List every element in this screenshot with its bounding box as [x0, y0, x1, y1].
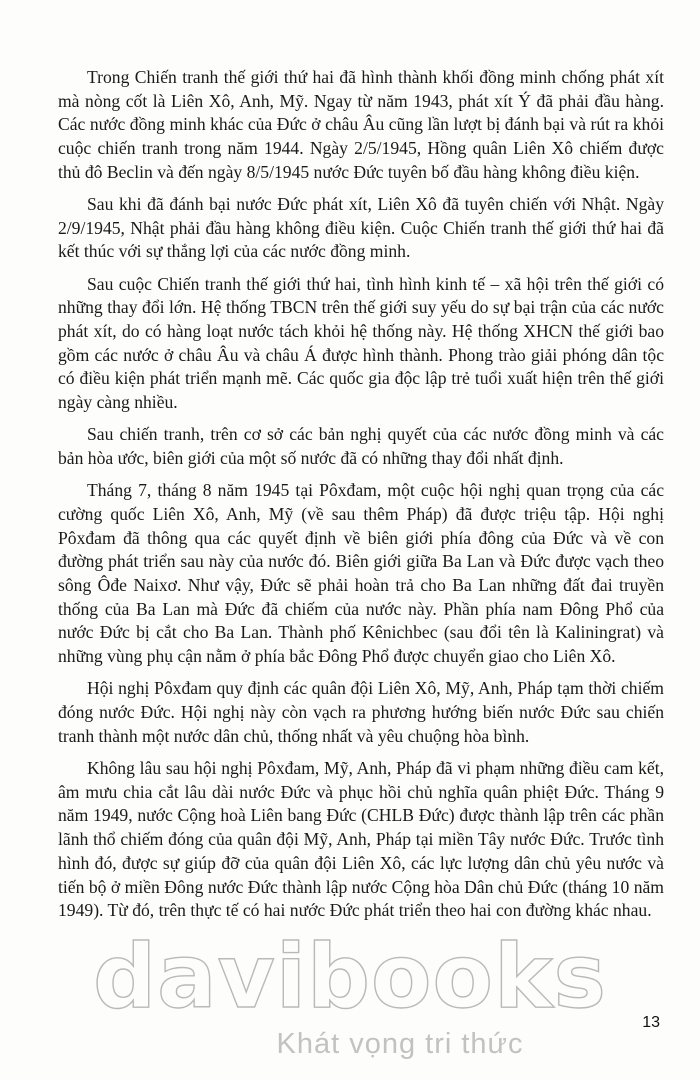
paragraph-6: Hội nghị Pôxđam quy định các quân đội Liên Xô, Mỹ, Anh, Pháp tạm thời chiếm đóng nước Đức. Hội nghị này còn vạch ra phương hướng biến nước Đức sau chiến tranh thành một nước dân chủ, thống nhất và yêu chuộng hòa bình. — [58, 678, 664, 746]
paragraph-2: Sau khi đã đánh bại nước Đức phát xít, Liên Xô đã tuyên chiến với Nhật. Ngày 2/9/1945, Nhật phải đầu hàng không điều kiện. Cuộc Chiến tranh thế giới thứ hai đã kết thúc với sự thắng lợi của các nước đồng minh. — [58, 194, 664, 262]
paragraph-3: Sau cuộc Chiến tranh thế giới thứ hai, tình hình kinh tế – xã hội trên thế giới có những thay đổi lớn. Hệ thống TBCN trên thế giới suy yếu do sự bại trận của các nước phát xít, do có hàng loạt nước tách khỏi hệ thống này. Hệ thống XHCN thế giới bao gồm các nước ở châu Âu và châu Á được hình thành. Phong trào giải phóng dân tộc có điều kiện phát triển mạnh mẽ. Các quốc gia độc lập trẻ tuổi xuất hiện trên thế giới ngày càng nhiều. — [58, 273, 664, 413]
body-text — [58, 66, 664, 931]
paragraph-4: Sau chiến tranh, trên cơ sở các bản nghị quyết của các nước đồng minh và các bản hòa ước, biên giới của một số nước đã có những thay đổi nhất định. — [58, 424, 664, 469]
paragraph-1: Trong Chiến tranh thế giới thứ hai đã hình thành khối đồng minh chống phát xít mà nòng cốt là Liên Xô, Anh, Mỹ. Ngay từ năm 1943, phát xít Ý đã phải đầu hàng. Các nước đồng minh khác của Đức ở châu Âu cũng lần lượt bị đánh bại và rút ra khỏi cuộc chiến tranh trong năm 1944. Ngày 2/5/1945, Hồng quân Liên Xô chiếm được thủ đô Beclin và đến ngày 8/5/1945 nước Đức tuyên bố đầu hàng không điều kiện. — [58, 67, 664, 182]
watermark-logo: davibooks — [93, 925, 607, 1028]
paragraph-5: Tháng 7, tháng 8 năm 1945 tại Pôxđam, một cuộc hội nghị quan trọng của các cường quốc Liên Xô, Anh, Mỹ (về sau thêm Pháp) đã được triệu tập. Hội nghị Pôxđam đã thông qua các quyết định về biên giới phía đông của Đức và về con đường phát triển sau này của nước đó. Biên giới giữa Ba Lan và Đức được vạch theo sông Ôđe Naixơ. Như vậy, Đức sẽ phải hoàn trả cho Ba Lan những đất đai truyền thống của Ba Lan mà Đức đã chiếm của nước này. Phần phía nam Đông Phổ của nước Đức bị cắt cho Ba Lan. Thành phố Kênichbec (sau đổi tên là Kaliningrat) và những vùng phụ cận nằm ở phía bắc Đông Phổ được chuyển giao cho Liên Xô. — [58, 480, 664, 667]
page-number: 13 — [642, 1014, 660, 1031]
watermark-slogan: Khát vọng tri thức — [276, 1028, 524, 1060]
paragraph-7: Không lâu sau hội nghị Pôxđam, Mỹ, Anh, Pháp đã vi phạm những điều cam kết, âm mưu chia cắt lâu dài nước Đức và phục hồi chủ nghĩa quân phiệt Đức. Tháng 9 năm 1949, nước Cộng hoà Liên bang Đức (CHLB Đức) được thành lập trên các phần lãnh thổ chiếm đóng của quân đội Mỹ, Anh, Pháp tại miền Tây nước Đức. Trước tình hình đó, được sự giúp đỡ của quân đội Liên Xô, các lực lượng dân chủ yêu nước và tiến bộ ở miền Đông nước Đức thành lập nước Cộng hòa Dân chủ Đức (tháng 10 năm 1949). Từ đó, trên thực tế có hai nước Đức phát triển theo hai con đường khác nhau. — [58, 757, 664, 921]
